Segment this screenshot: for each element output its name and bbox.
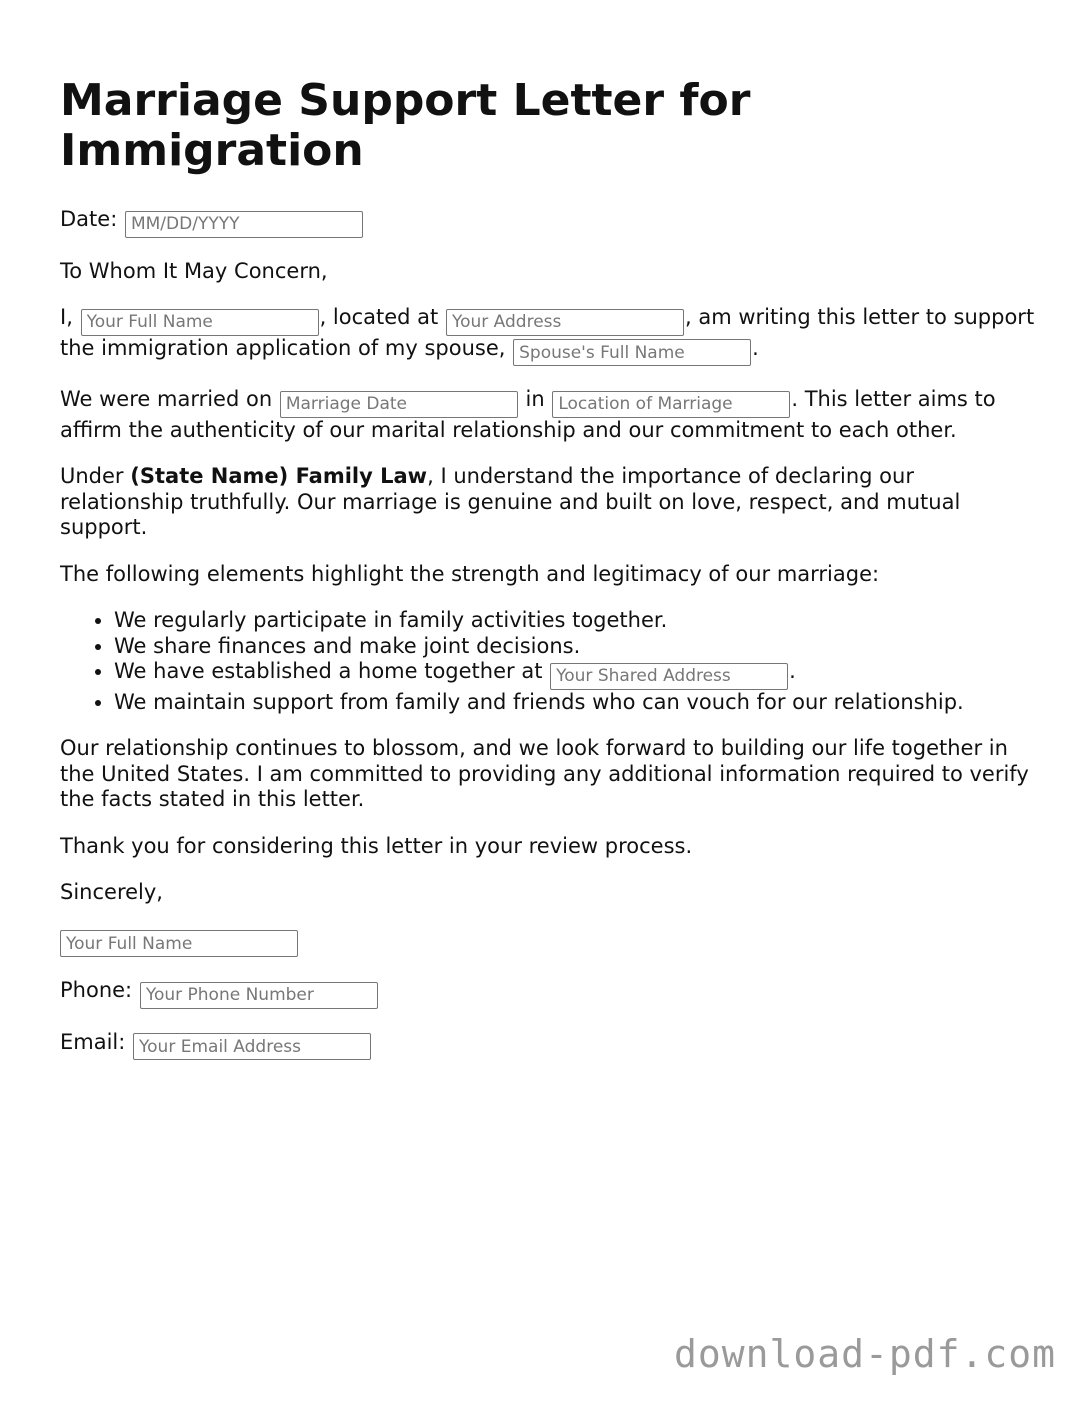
list-item: • We regularly participate in family activities together. [114,608,1040,634]
elements-intro: The following elements highlight the strength and legitimacy of our marriage: [60,561,880,586]
shared-home-text: We have established a home together at [114,659,543,683]
signature-line [60,927,1040,958]
law-state-name: (State Name) Family Law [130,464,428,488]
letter-page [60,0,1040,1060]
date-label: Date: [60,207,118,231]
elements-list [60,608,1040,715]
list-item: • We share finances and make joint decisions. [114,634,1040,660]
marriage-date-input[interactable] [280,391,518,418]
watermark: download-pdf.com [673,1332,1056,1376]
intro-writing: , am writing this letter to support the immigration application of my spouse, [60,305,1035,360]
email-line [60,1030,1040,1061]
list-item: • We maintain support from family and friends who can vouch for our relationship. [114,690,1040,716]
date-line [60,207,1040,238]
law-paragraph [60,464,1040,541]
intro-paragraph [60,305,1040,366]
marriage-location-input[interactable] [552,391,790,418]
address-input[interactable] [446,309,684,336]
closing: Sincerely, [60,880,163,904]
list-item [114,659,1040,690]
shared-home-end: . [789,659,796,683]
married-paragraph [60,387,1040,443]
intro-end: . [752,335,759,360]
phone-label: Phone: [60,978,133,1002]
phone-input[interactable] [140,982,378,1009]
greeting: To Whom It May Concern, [60,258,328,283]
spouse-name-input[interactable] [513,339,751,366]
email-input[interactable] [133,1033,371,1060]
date-input[interactable] [125,211,363,238]
law-suffix: , I understand the importance of declaring our relationship truthfully. Our marriage is genuine and built on love, respect, and mutual support. [60,464,961,539]
married-suffix: . This letter aims to affirm the authenticity of our marital relationship and our commitment to each other. [60,387,996,442]
page-title: Marriage Support Letter for Immigration [60,75,751,176]
intro-prefix: I, [60,305,73,329]
married-prefix: We were married on [60,387,273,411]
signature-name-input[interactable] [60,930,298,957]
married-in: in [525,387,545,411]
full-name-input[interactable] [81,309,319,336]
law-prefix: Under [60,464,124,488]
intro-located-at: , located at [319,305,439,329]
blossom-paragraph: Our relationship continues to blossom, and we look forward to building our life together in the United States. I am committed to providing any additional information required to verify the facts stated in this letter. [60,736,1029,811]
email-label: Email: [60,1029,126,1054]
thanks-paragraph: Thank you for considering this letter in your review process. [60,833,693,858]
phone-line [60,978,1040,1009]
shared-address-input[interactable] [550,663,788,690]
